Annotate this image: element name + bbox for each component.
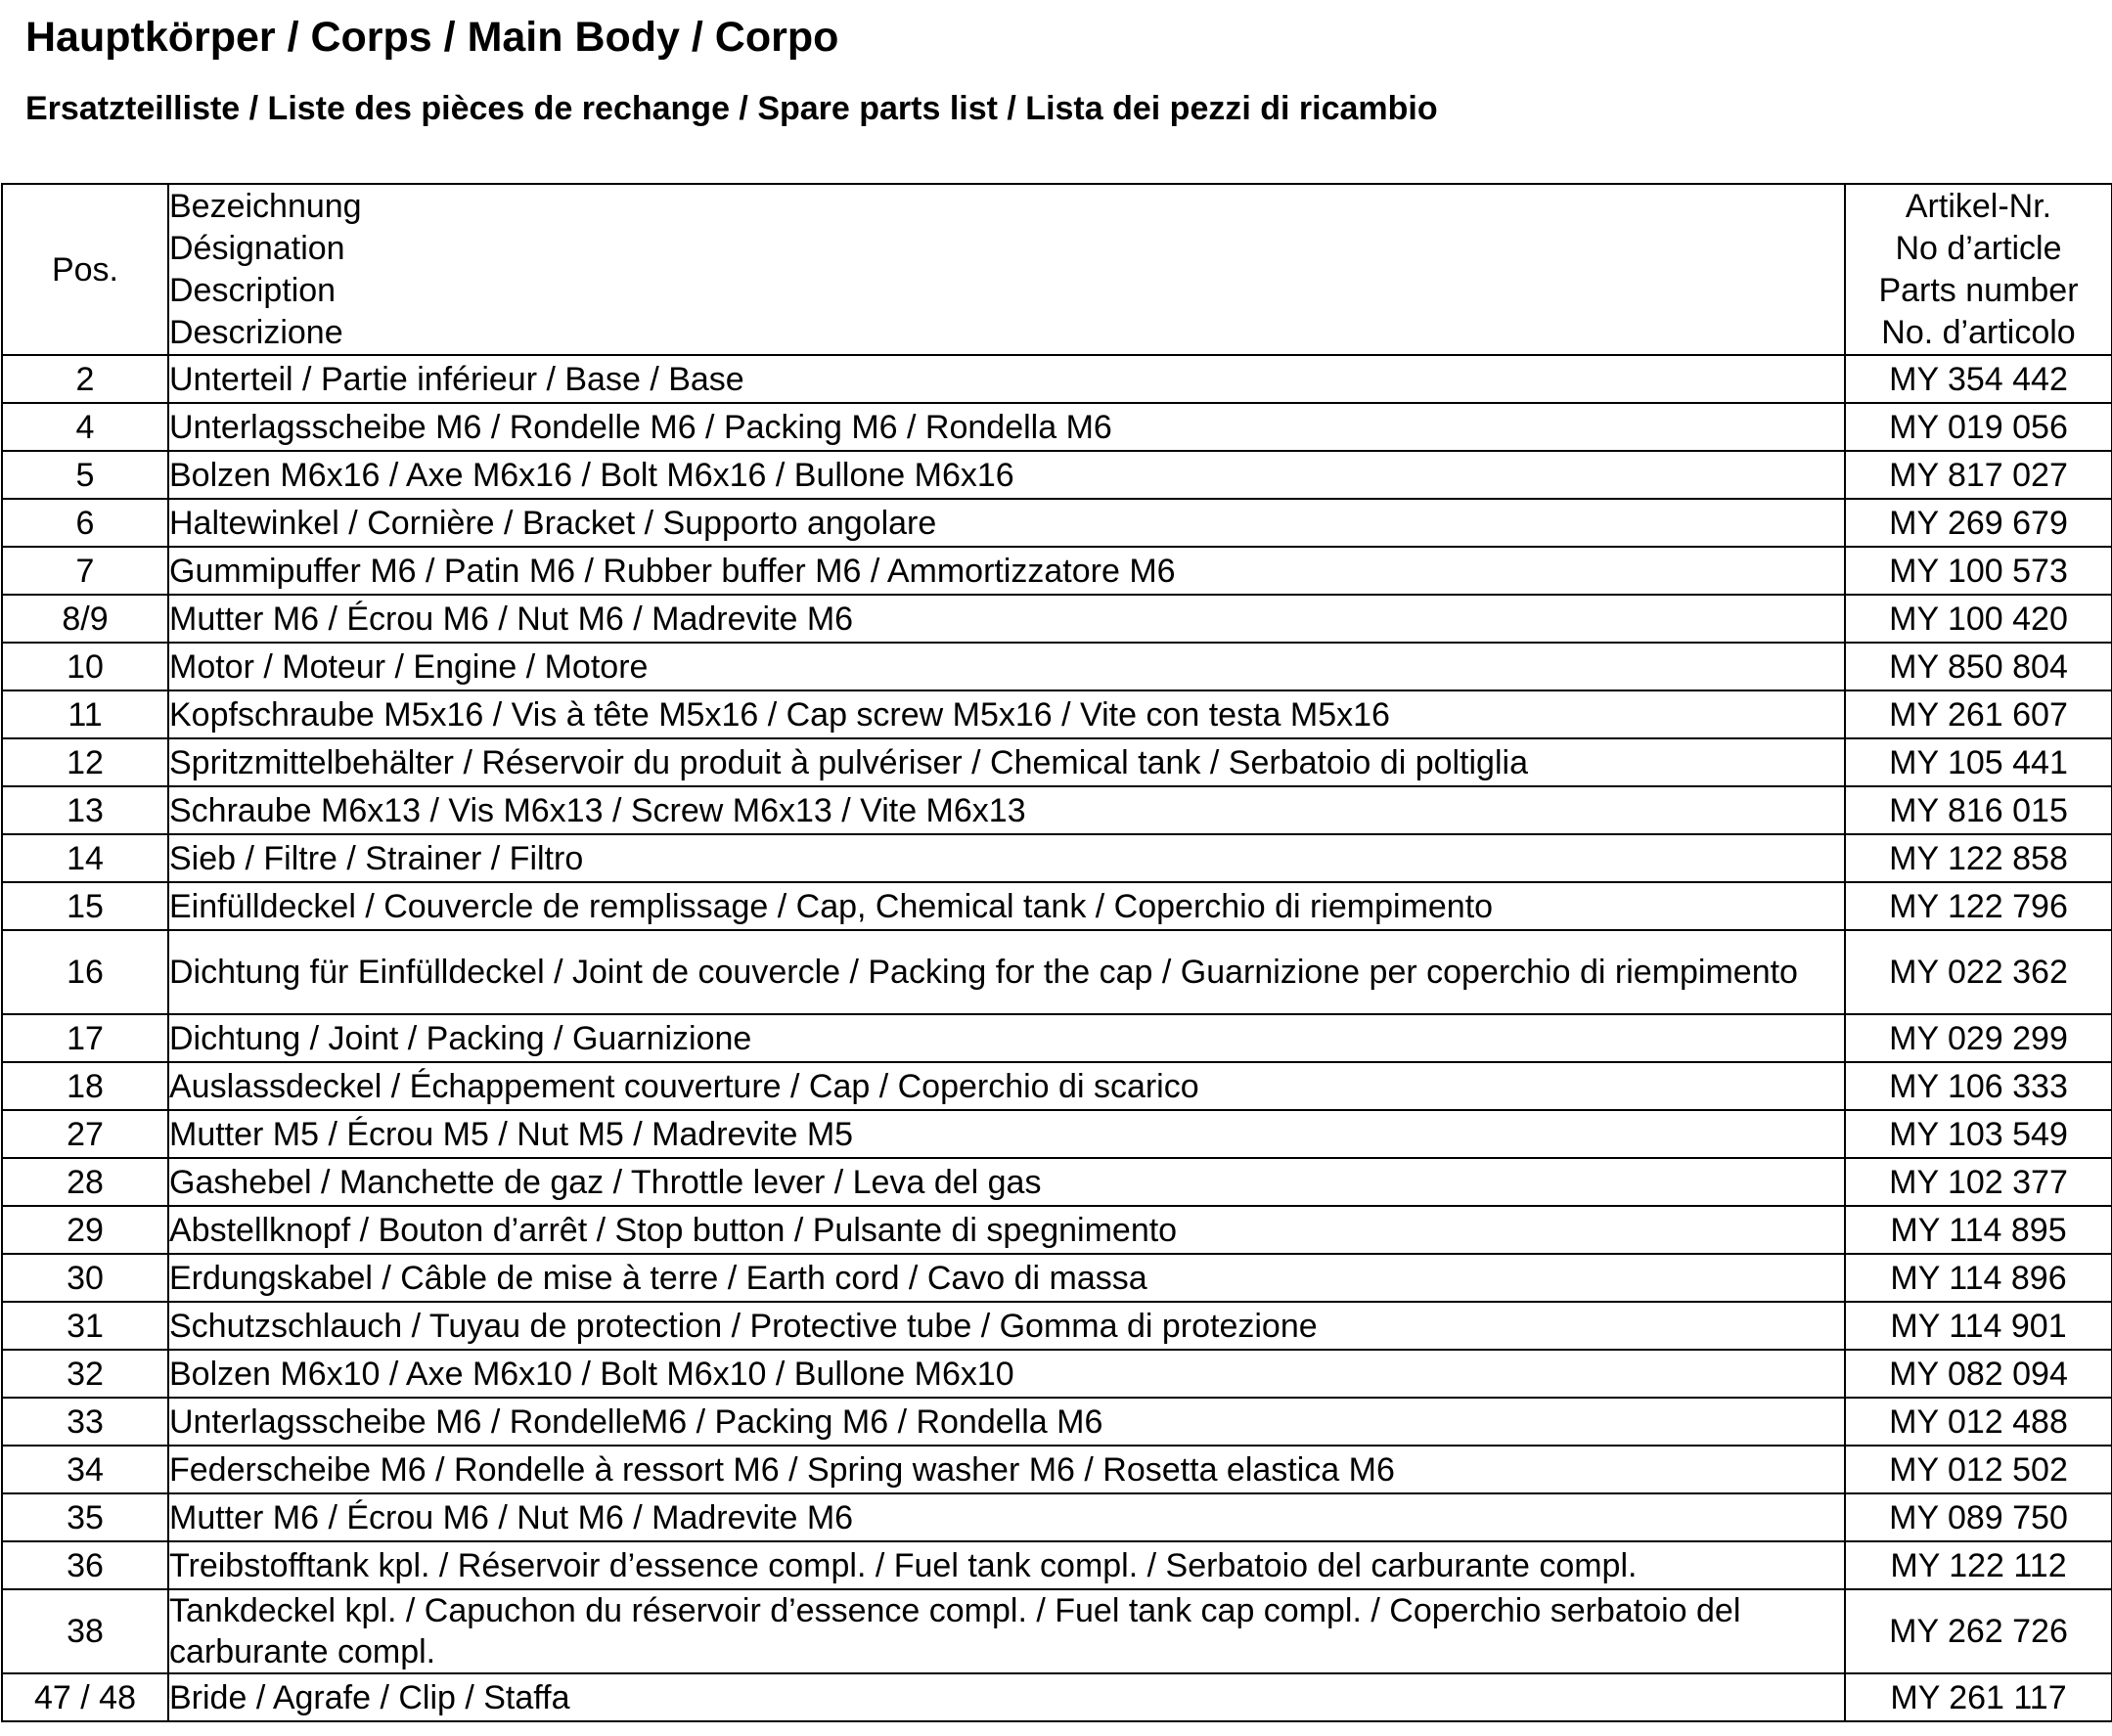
cell-part-number: MY 261 607 bbox=[1845, 690, 2112, 738]
cell-description: Dichtung / Joint / Packing / Guarnizione bbox=[168, 1014, 1845, 1062]
cell-description: Mutter M5 / Écrou M5 / Nut M5 / Madrevite M5 bbox=[168, 1110, 1845, 1158]
table-row bbox=[2, 1062, 2112, 1110]
cell-pos: 32 bbox=[2, 1350, 168, 1398]
cell-description: Unterteil / Partie inférieur / Base / Base bbox=[168, 355, 1845, 403]
cell-pos: 16 bbox=[2, 930, 168, 1014]
cell-part-number: MY 089 750 bbox=[1845, 1493, 2112, 1541]
cell-description: Erdungskabel / Câble de mise à terre / Earth cord / Cavo di massa bbox=[168, 1254, 1845, 1302]
cell-part-number: MY 122 112 bbox=[1845, 1541, 2112, 1589]
cell-pos: 17 bbox=[2, 1014, 168, 1062]
cell-pos: 5 bbox=[2, 451, 168, 499]
table-row bbox=[2, 595, 2112, 643]
cell-part-number: MY 029 299 bbox=[1845, 1014, 2112, 1062]
table-row bbox=[2, 1206, 2112, 1254]
cell-description: Unterlagsscheibe M6 / Rondelle M6 / Packing M6 / Rondella M6 bbox=[168, 403, 1845, 451]
cell-part-number: MY 105 441 bbox=[1845, 738, 2112, 786]
table-row bbox=[2, 1302, 2112, 1350]
table-row bbox=[2, 834, 2112, 882]
spare-parts-table bbox=[1, 183, 2112, 1722]
cell-pos: 27 bbox=[2, 1110, 168, 1158]
cell-description: Sieb / Filtre / Strainer / Filtro bbox=[168, 834, 1845, 882]
cell-description: Motor / Moteur / Engine / Motore bbox=[168, 643, 1845, 690]
table-row bbox=[2, 547, 2112, 595]
cell-part-number: MY 817 027 bbox=[1845, 451, 2112, 499]
cell-description: Mutter M6 / Écrou M6 / Nut M6 / Madrevite M6 bbox=[168, 595, 1845, 643]
table-row bbox=[2, 1158, 2112, 1206]
header-description-fr: Désignation bbox=[169, 229, 345, 267]
cell-part-number: MY 816 015 bbox=[1845, 786, 2112, 834]
cell-pos: 4 bbox=[2, 403, 168, 451]
cell-pos: 36 bbox=[2, 1541, 168, 1589]
cell-pos: 38 bbox=[2, 1589, 168, 1673]
table-row bbox=[2, 1541, 2112, 1589]
cell-pos: 35 bbox=[2, 1493, 168, 1541]
header-part-number bbox=[1845, 184, 2112, 355]
cell-part-number: MY 106 333 bbox=[1845, 1062, 2112, 1110]
cell-pos: 31 bbox=[2, 1302, 168, 1350]
cell-part-number: MY 122 796 bbox=[1845, 882, 2112, 930]
cell-description: Unterlagsscheibe M6 / RondelleM6 / Packing M6 / Rondella M6 bbox=[168, 1398, 1845, 1446]
header-description-it: Descrizione bbox=[169, 313, 343, 351]
cell-pos: 11 bbox=[2, 690, 168, 738]
cell-description: Bolzen M6x16 / Axe M6x16 / Bolt M6x16 / Bullone M6x16 bbox=[168, 451, 1845, 499]
header-description-en: Description bbox=[169, 271, 337, 309]
table-row bbox=[2, 1493, 2112, 1541]
cell-part-number: MY 082 094 bbox=[1845, 1350, 2112, 1398]
cell-pos: 12 bbox=[2, 738, 168, 786]
table-body bbox=[2, 355, 2112, 1721]
table-row bbox=[2, 403, 2112, 451]
table-header-row bbox=[2, 184, 2112, 355]
cell-description: Tankdeckel kpl. / Capuchon du réservoir d’essence compl. / Fuel tank cap compl. / Coperchio serbatoio del carburante compl. bbox=[168, 1589, 1845, 1673]
table-row bbox=[2, 1350, 2112, 1398]
header-part-number-fr: No d’article bbox=[1895, 229, 2062, 267]
cell-pos: 7 bbox=[2, 547, 168, 595]
cell-pos: 34 bbox=[2, 1446, 168, 1493]
table-row bbox=[2, 1673, 2112, 1721]
cell-description: Abstellknopf / Bouton d’arrêt / Stop button / Pulsante di spegnimento bbox=[168, 1206, 1845, 1254]
table-row bbox=[2, 1014, 2112, 1062]
cell-description: Kopfschraube M5x16 / Vis à tête M5x16 / Cap screw M5x16 / Vite con testa M5x16 bbox=[168, 690, 1845, 738]
cell-pos: 29 bbox=[2, 1206, 168, 1254]
header-part-number-de: Artikel-Nr. bbox=[1905, 187, 2052, 225]
header-part-number-en: Parts number bbox=[1878, 271, 2079, 309]
cell-pos: 6 bbox=[2, 499, 168, 547]
cell-pos: 15 bbox=[2, 882, 168, 930]
cell-part-number: MY 012 488 bbox=[1845, 1398, 2112, 1446]
table-row bbox=[2, 643, 2112, 690]
cell-part-number: MY 012 502 bbox=[1845, 1446, 2112, 1493]
cell-pos: 18 bbox=[2, 1062, 168, 1110]
table-row bbox=[2, 738, 2112, 786]
table-row bbox=[2, 1398, 2112, 1446]
table-row bbox=[2, 786, 2112, 834]
table-row bbox=[2, 451, 2112, 499]
table-row bbox=[2, 690, 2112, 738]
cell-part-number: MY 269 679 bbox=[1845, 499, 2112, 547]
table-row bbox=[2, 882, 2112, 930]
cell-part-number: MY 022 362 bbox=[1845, 930, 2112, 1014]
header-part-number-it: No. d’articolo bbox=[1881, 313, 2076, 351]
cell-part-number: MY 354 442 bbox=[1845, 355, 2112, 403]
cell-description: Spritzmittelbehälter / Réservoir du produit à pulvériser / Chemical tank / Serbatoio di poltiglia bbox=[168, 738, 1845, 786]
cell-description: Bride / Agrafe / Clip / Staffa bbox=[168, 1673, 1845, 1721]
cell-part-number: MY 019 056 bbox=[1845, 403, 2112, 451]
page-title: Hauptkörper / Corps / Main Body / Corpo bbox=[25, 14, 839, 61]
cell-part-number: MY 103 549 bbox=[1845, 1110, 2112, 1158]
cell-description: Gummipuffer M6 / Patin M6 / Rubber buffer M6 / Ammortizzatore M6 bbox=[168, 547, 1845, 595]
cell-pos: 10 bbox=[2, 643, 168, 690]
cell-part-number: MY 100 420 bbox=[1845, 595, 2112, 643]
cell-pos: 8/9 bbox=[2, 595, 168, 643]
cell-pos: 28 bbox=[2, 1158, 168, 1206]
cell-part-number: MY 262 726 bbox=[1845, 1589, 2112, 1673]
table-row bbox=[2, 1254, 2112, 1302]
cell-description: Federscheibe M6 / Rondelle à ressort M6 / Spring washer M6 / Rosetta elastica M6 bbox=[168, 1446, 1845, 1493]
cell-description: Dichtung für Einfülldeckel / Joint de couvercle / Packing for the cap / Guarnizione per coperchio di riempimento bbox=[168, 930, 1845, 1014]
cell-pos: 14 bbox=[2, 834, 168, 882]
header-description bbox=[168, 184, 1845, 355]
table-row bbox=[2, 1446, 2112, 1493]
cell-pos: 47 / 48 bbox=[2, 1673, 168, 1721]
cell-description: Treibstofftank kpl. / Réservoir d’essence compl. / Fuel tank compl. / Serbatoio del carburante compl. bbox=[168, 1541, 1845, 1589]
cell-part-number: MY 114 901 bbox=[1845, 1302, 2112, 1350]
cell-part-number: MY 102 377 bbox=[1845, 1158, 2112, 1206]
cell-description: Schraube M6x13 / Vis M6x13 / Screw M6x13 / Vite M6x13 bbox=[168, 786, 1845, 834]
cell-pos: 30 bbox=[2, 1254, 168, 1302]
cell-part-number: MY 261 117 bbox=[1845, 1673, 2112, 1721]
table-row bbox=[2, 930, 2112, 1014]
table-row bbox=[2, 499, 2112, 547]
cell-description: Auslassdeckel / Échappement couverture / Cap / Coperchio di scarico bbox=[168, 1062, 1845, 1110]
table-row bbox=[2, 1110, 2112, 1158]
cell-description: Gashebel / Manchette de gaz / Throttle lever / Leva del gas bbox=[168, 1158, 1845, 1206]
table-row bbox=[2, 1589, 2112, 1673]
cell-description: Mutter M6 / Écrou M6 / Nut M6 / Madrevite M6 bbox=[168, 1493, 1845, 1541]
cell-part-number: MY 114 895 bbox=[1845, 1206, 2112, 1254]
header-pos: Pos. bbox=[2, 184, 168, 355]
cell-part-number: MY 850 804 bbox=[1845, 643, 2112, 690]
cell-pos: 13 bbox=[2, 786, 168, 834]
cell-part-number: MY 100 573 bbox=[1845, 547, 2112, 595]
cell-description: Haltewinkel / Cornière / Bracket / Supporto angolare bbox=[168, 499, 1845, 547]
page-subtitle: Ersatzteilliste / Liste des pièces de rechange / Spare parts list / Lista dei pezzi di ricambio bbox=[25, 90, 1438, 127]
cell-part-number: MY 114 896 bbox=[1845, 1254, 2112, 1302]
cell-part-number: MY 122 858 bbox=[1845, 834, 2112, 882]
table-row bbox=[2, 355, 2112, 403]
cell-pos: 33 bbox=[2, 1398, 168, 1446]
cell-description: Einfülldeckel / Couvercle de remplissage / Cap, Chemical tank / Coperchio di riempimento bbox=[168, 882, 1845, 930]
cell-pos: 2 bbox=[2, 355, 168, 403]
header-description-de: Bezeichnung bbox=[169, 187, 362, 225]
cell-description: Schutzschlauch / Tuyau de protection / Protective tube / Gomma di protezione bbox=[168, 1302, 1845, 1350]
cell-description: Bolzen M6x10 / Axe M6x10 / Bolt M6x10 / Bullone M6x10 bbox=[168, 1350, 1845, 1398]
